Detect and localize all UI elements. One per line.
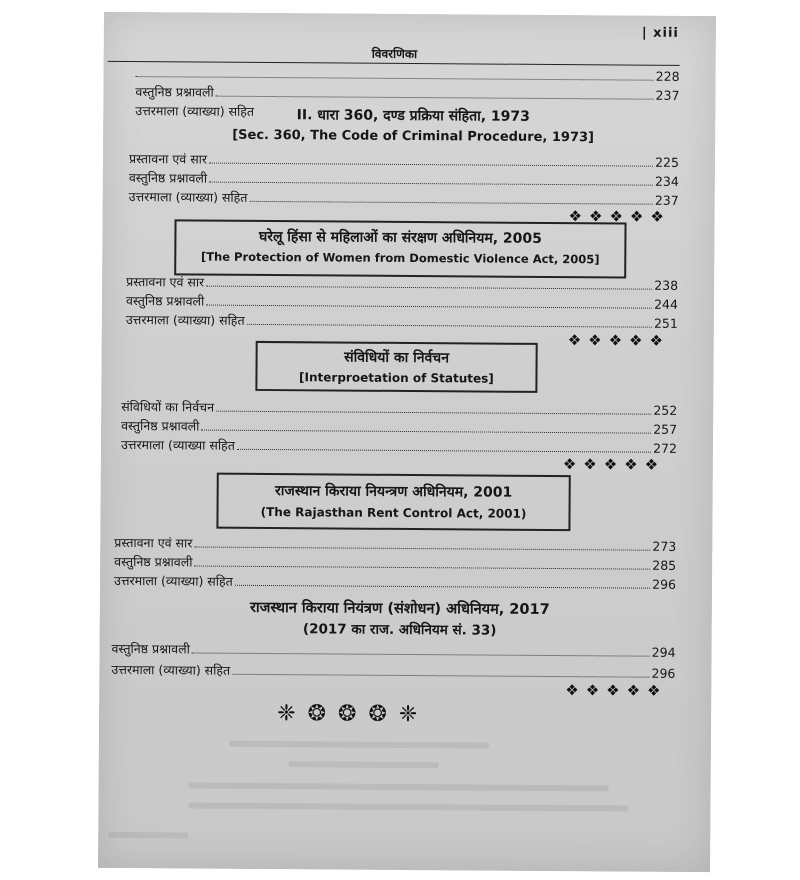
section-title-hindi: घरेलू हिंसा से महिलाओं का संरक्षण अधिनियम, 2005 — [258, 228, 542, 247]
toc-label: उत्तरमाला (व्याख्या) सहित — [111, 661, 231, 678]
show-through-mark — [189, 782, 609, 791]
toc-label: उत्तरमाला (व्याख्या) सहित — [113, 572, 233, 589]
section-title-box — [216, 473, 570, 531]
toc-page: 296 — [651, 665, 676, 681]
toc-label: प्रस्तावना एवं सार — [114, 534, 193, 551]
leader-dots — [247, 324, 652, 328]
toc-row — [134, 66, 680, 84]
leader-dots — [235, 585, 650, 589]
section-subtitle: (2017 का राज. अधिनियम सं. 33) — [302, 621, 497, 639]
toc-label: प्रस्तावना एवं सार — [128, 151, 208, 167]
leader-dots — [209, 182, 653, 186]
leader-dots — [201, 430, 651, 434]
toc-page: 225 — [655, 154, 680, 170]
toc-page: 234 — [654, 173, 679, 189]
toc-row — [114, 555, 676, 573]
leader-dots — [206, 305, 652, 309]
section-title-hindi: संविधियों का निर्वचन — [344, 349, 450, 367]
leader-dots — [237, 449, 651, 453]
toc-label: उत्तरमाला (व्याख्या सहित — [120, 436, 235, 453]
section-title-hindi: II. धारा 360, दण्ड प्रक्रिया संहिता, 1973 — [296, 107, 530, 125]
toc-label: उत्तरमाला (व्याख्या) सहित — [128, 189, 248, 205]
leader-dots — [194, 547, 650, 551]
toc-page: 294 — [651, 644, 676, 660]
toc-label: वस्तुनिष्ठ प्रश्नावली — [114, 553, 193, 570]
toc-row — [135, 85, 679, 103]
section-title-box — [174, 219, 626, 278]
ornament-row: ❖❖❖❖❖ — [562, 455, 666, 474]
leader-dots — [216, 96, 654, 100]
leader-dots — [192, 652, 650, 656]
toc-row — [111, 663, 675, 681]
toc-page: 251 — [653, 315, 678, 331]
toc-label: उत्तरमाला (व्याख्या) सहित — [125, 312, 245, 328]
toc-row — [126, 294, 678, 312]
show-through-mark — [108, 832, 188, 839]
toc-page: 296 — [652, 576, 677, 592]
section-title-english: [Interproetation of Statutes] — [299, 370, 494, 386]
section-title-hindi: राजस्थान किराया नियन्त्रण अधिनियम, 2001 — [274, 483, 513, 501]
toc-page: 237 — [655, 87, 680, 103]
toc-page: 272 — [653, 440, 678, 456]
toc-row — [126, 275, 678, 293]
toc-row — [114, 536, 676, 554]
book-page — [98, 12, 716, 872]
running-head: विवरणिका — [371, 46, 418, 62]
toc-label: वस्तुनिष्ठ प्रश्नावली — [128, 170, 208, 186]
toc-row — [121, 419, 677, 437]
leader-dots — [194, 566, 650, 570]
toc-page: 257 — [653, 421, 678, 437]
toc-page: 244 — [654, 296, 679, 312]
page-number: | xiii — [641, 25, 679, 41]
section-title-english: (The Rajasthan Rent Control Act, 2001) — [260, 504, 527, 521]
toc-label: वस्तुनिष्ठ प्रश्नावली — [135, 84, 214, 100]
end-ornament: ❈❂❂❂❈ — [277, 701, 430, 728]
section-title-hindi: राजस्थान किराया नियंत्रण (संशोधन) अधिनियम, 2017 — [249, 599, 550, 618]
toc-page: 273 — [652, 538, 677, 554]
show-through-mark — [188, 802, 628, 811]
leader-dots — [206, 286, 652, 290]
toc-row — [121, 438, 677, 456]
toc-row — [114, 574, 676, 592]
toc-label: वस्तुनिष्ठ प्रश्नावली — [121, 417, 200, 434]
show-through-mark — [229, 741, 489, 749]
toc-row — [129, 190, 679, 208]
toc-label: वस्तुनिष्ठ प्रश्नावली — [111, 640, 190, 657]
leader-dots — [136, 76, 654, 81]
section-title-english: [Sec. 360, The Code of Criminal Procedure, 1973] — [232, 127, 595, 146]
ornament-row: ❖❖❖❖❖ — [565, 681, 668, 700]
leader-dots — [249, 201, 652, 205]
toc-row — [129, 171, 679, 189]
toc-label: प्रस्तावना एवं सार — [126, 274, 205, 290]
leader-dots — [216, 411, 651, 415]
show-through-mark — [289, 761, 439, 768]
ornament-row: ❖❖❖❖❖ — [567, 331, 671, 350]
toc-row — [121, 400, 677, 418]
toc-row — [129, 152, 679, 170]
toc-page: 285 — [652, 557, 677, 573]
toc-label: उत्तरमाला (व्याख्या) सहित — [135, 103, 255, 119]
section-title-box — [255, 341, 537, 393]
toc-row — [126, 313, 678, 331]
toc-row — [112, 642, 676, 660]
toc-label: वस्तुनिष्ठ प्रश्नावली — [125, 293, 205, 309]
toc-label: संविधियों का निर्वचन — [121, 398, 215, 415]
toc-page: 238 — [654, 277, 679, 293]
leader-dots — [209, 163, 653, 167]
leader-dots — [232, 674, 649, 678]
toc-page: 237 — [654, 192, 679, 208]
ornament-row: ❖❖❖❖❖ — [568, 207, 671, 226]
section-title-english: [The Protection of Women from Domestic Violence Act, 2005] — [200, 249, 600, 267]
toc-page: 252 — [653, 402, 678, 418]
toc-page: 228 — [655, 68, 680, 84]
